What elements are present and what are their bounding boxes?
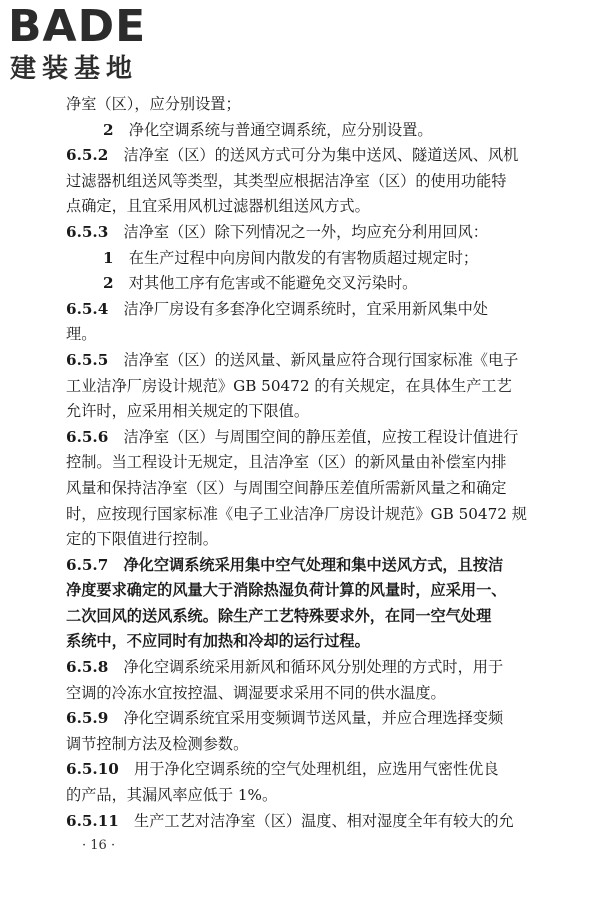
line-text: 工业洁净厂房设计规范》GB 50472 的有关规定，在具体生产工艺 (66, 376, 512, 395)
clause-number: 6.5.4 (66, 299, 109, 318)
text-line (66, 143, 536, 169)
text-line (66, 527, 536, 553)
clause-number: 6.5.8 (66, 658, 109, 677)
clause-number: 6.5.5 (66, 350, 109, 369)
line-text: 净化空调系统宜采用变频调节送风量，并应合理选择变频 (123, 709, 504, 728)
line-text: 的产品，其漏风率应低于 1%。 (66, 786, 278, 805)
clause-number: 2 (103, 274, 114, 293)
text-line (66, 92, 536, 118)
text-line (66, 655, 536, 681)
clause-number: 6.5.3 (66, 222, 109, 241)
clause-number: 6.5.10 (66, 760, 119, 779)
clause-number: 6.5.6 (66, 427, 109, 446)
logo-wordmark: BADE (8, 1, 147, 52)
line-text: 风量和保持洁净室（区）与周围空间静压差值所需新风量之和确定 (66, 478, 507, 497)
line-text: 控制。当工程设计无规定，且洁净室（区）的新风量由补偿室内排 (66, 453, 507, 472)
text-line (66, 399, 536, 425)
line-text: 洁净室（区）的送风方式可分为集中送风、隧道送风、风机 (123, 146, 519, 165)
line-text: 时，应按现行国家标准《电子工业洁净厂房设计规范》GB 50472 规 (66, 504, 527, 523)
line-text: 空调的冷冻水宜按控温、调湿要求采用不同的供水温度。 (66, 683, 446, 702)
line-text: 洁净室（区）除下列情况之一外，均应充分利用回风： (123, 222, 488, 241)
line-text: 用于净化空调系统的空气处理机组，应选用气密性优良 (134, 760, 499, 779)
line-text: 在生产过程中向房间内散发的有害物质超过规定时； (128, 248, 479, 267)
line-text: 生产工艺对洁净室（区）温度、相对湿度全年有较大的允 (134, 811, 514, 830)
text-line (66, 450, 536, 476)
text-line (66, 706, 536, 732)
clause-number: 6.5.2 (66, 146, 109, 165)
text-line (66, 604, 536, 630)
line-text: 净化空调系统采用集中空气处理和集中送风方式，且按洁 (123, 555, 504, 574)
line-text: 净化空调系统采用新风和循环风分别处理的方式时，用于 (123, 658, 504, 677)
page-number: · 16 · (82, 838, 116, 853)
text-line (66, 348, 536, 374)
clause-number: 2 (103, 120, 114, 139)
text-line (66, 732, 536, 758)
clause-number: 1 (103, 248, 114, 267)
text-line (66, 118, 536, 144)
text-line (66, 297, 536, 323)
line-text: 过滤器机组送风等类型，其类型应根据洁净室（区）的使用功能特 (66, 171, 507, 190)
line-text: 点确定，且宜采用风机过滤器机组送风方式。 (66, 197, 370, 216)
document-body (66, 92, 536, 834)
text-line (66, 169, 536, 195)
line-text: 允许时，应采用相关规定的下限值。 (66, 402, 309, 421)
line-text: 洁净室（区）的送风量、新风量应符合现行国家标准《电子 (123, 350, 519, 369)
text-line (66, 757, 536, 783)
line-text: 净室（区），应分别设置； (66, 95, 241, 113)
clause-number: 6.5.11 (66, 811, 119, 830)
text-line (66, 374, 536, 400)
line-text: 调节控制方法及检测参数。 (66, 734, 249, 753)
text-line (66, 553, 536, 579)
text-line (66, 322, 536, 348)
text-line (66, 194, 536, 220)
line-text: 洁净室（区）与周围空间的静压差值，应按工程设计值进行 (123, 427, 519, 446)
text-line (66, 578, 536, 604)
text-line (66, 246, 536, 272)
text-line (66, 681, 536, 707)
text-line (66, 629, 536, 655)
text-line (66, 783, 536, 809)
logo-chinese-text: 建装基地 (10, 54, 139, 84)
line-text: 二次回风的送风系统。除生产工艺特殊要求外，在同一空气处理 (66, 606, 492, 625)
clause-number: 6.5.7 (66, 555, 109, 574)
text-line (66, 425, 536, 451)
text-line (66, 502, 536, 528)
line-text: 净化空调系统与普通空调系统，应分别设置。 (128, 120, 433, 139)
line-text: 理。 (66, 325, 97, 344)
line-text: 对其他工序有危害或不能避免交叉污染时。 (128, 274, 418, 293)
line-text: 定的下限值进行控制。 (66, 530, 218, 549)
text-line (66, 271, 536, 297)
text-line (66, 476, 536, 502)
text-line (66, 809, 536, 835)
line-text: 系统中，不应同时有加热和冷却的运行过程。 (66, 632, 370, 651)
bade-logo (8, 2, 178, 88)
line-text: 净度要求确定的风量大于消除热湿负荷计算的风量时，应采用一、 (66, 581, 507, 600)
text-line (66, 220, 536, 246)
clause-number: 6.5.9 (66, 709, 109, 728)
line-text: 洁净厂房设有多套净化空调系统时，宜采用新风集中处 (123, 299, 488, 318)
